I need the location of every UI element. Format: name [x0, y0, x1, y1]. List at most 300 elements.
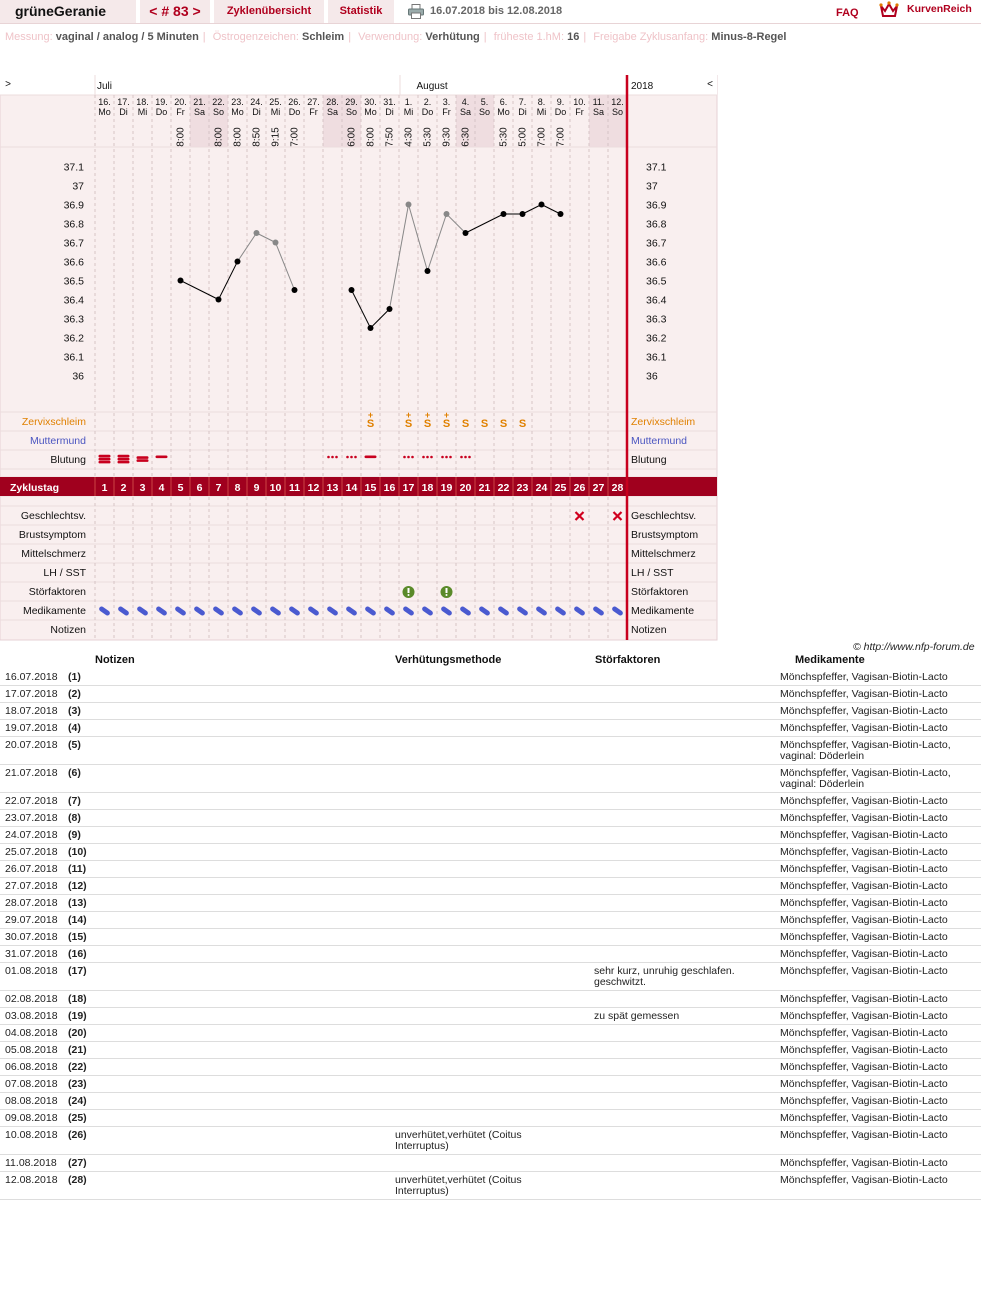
day-date: 26. — [288, 97, 301, 107]
row-disturbance: sehr kurz, unruhig geschlafen. geschwitzt. — [594, 965, 735, 988]
row-date: 26.07.2018 — [5, 863, 58, 875]
table-row — [0, 1127, 981, 1155]
temperature-point — [254, 230, 260, 236]
row-label-right-midpain: Mittelschmerz — [631, 548, 696, 560]
day-weekday: Fr — [442, 107, 451, 117]
cycle-day-number: 8 — [234, 482, 241, 494]
cycle-day-number: 16 — [383, 482, 396, 494]
release-value: Minus-8-Regel — [711, 31, 787, 43]
measure-time: 8:00 — [365, 127, 377, 147]
temperature-point — [368, 325, 374, 331]
day-weekday: So — [478, 107, 491, 117]
row-medication: Mönchspfeffer, Vagisan-Biotin-Lacto, vaginal: Döderlein — [780, 767, 951, 790]
day-weekday: Mi — [137, 107, 148, 117]
month-label: Juli — [97, 81, 113, 92]
day-date: 6. — [499, 97, 508, 107]
row-label-right-bleeding: Blutung — [631, 454, 667, 466]
y-tick-label: 36.1 — [63, 351, 84, 364]
row-date: 23.07.2018 — [5, 812, 58, 824]
nav-next-button[interactable]: < — [707, 79, 713, 90]
disturbance-dot — [446, 594, 448, 596]
cervix-symbol: S — [461, 418, 470, 430]
row-cycle-day: (19) — [68, 1010, 87, 1022]
row-medication: Mönchspfeffer, Vagisan-Biotin-Lacto — [780, 948, 948, 960]
bleeding-spot — [430, 456, 433, 459]
row-cycle-day: (13) — [68, 897, 87, 909]
table-row — [0, 844, 981, 861]
measure-time: 4:30 — [403, 127, 415, 147]
table-row — [0, 1076, 981, 1093]
day-date: 25. — [269, 97, 282, 107]
cycle-day-number: 25 — [554, 482, 567, 494]
row-medication: Mönchspfeffer, Vagisan-Biotin-Lacto, vaginal: Döderlein — [780, 739, 951, 762]
day-date: 28. — [326, 97, 339, 107]
day-date: 19. — [155, 97, 168, 107]
row-date: 09.08.2018 — [5, 1112, 58, 1124]
cervix-symbol: S — [423, 418, 432, 430]
row-medication: Mönchspfeffer, Vagisan-Biotin-Lacto — [780, 1157, 948, 1169]
day-weekday: Mi — [403, 107, 414, 117]
separator: | — [202, 31, 206, 43]
temperature-point — [387, 306, 393, 312]
y-tick-label: 37.1 — [63, 161, 84, 174]
day-date: 11. — [592, 97, 605, 107]
row-medication: Mönchspfeffer, Vagisan-Biotin-Lacto — [780, 705, 948, 717]
printer-icon[interactable] — [408, 4, 424, 19]
temperature-point — [273, 240, 279, 246]
y-tick-label: 36.5 — [63, 275, 84, 288]
row-cycle-day: (3) — [68, 705, 81, 717]
cycle-day-number: 26 — [573, 482, 586, 494]
day-date: 3. — [442, 97, 451, 107]
day-weekday: Fr — [575, 107, 584, 117]
copyright: © http://www.nfp-forum.de — [853, 641, 975, 653]
method-header: Verhütungsmethode — [395, 654, 502, 666]
day-weekday: Do — [155, 107, 168, 117]
day-date: 17. — [117, 97, 130, 107]
row-cycle-day: (23) — [68, 1078, 87, 1090]
cycle-day-number: 1 — [101, 482, 108, 494]
day-date: 21. — [193, 97, 206, 107]
separator: | — [348, 31, 352, 43]
meds-header: Medikamente — [795, 654, 865, 666]
cervix-symbol: S — [404, 418, 413, 430]
table-row — [0, 1172, 981, 1200]
cycle-day-bar — [0, 477, 717, 496]
row-disturbance: zu spät gemessen — [594, 1010, 680, 1022]
bleeding-spot — [449, 456, 452, 459]
cycle-day-number: 12 — [307, 482, 320, 494]
day-date: 31. — [383, 97, 396, 107]
row-cycle-day: (16) — [68, 948, 87, 960]
row-label-meds: Medikamente — [22, 605, 86, 617]
row-cycle-day: (20) — [68, 1027, 87, 1039]
day-weekday: Do — [554, 107, 567, 117]
day-weekday: Mo — [98, 107, 111, 117]
row-date: 06.08.2018 — [5, 1061, 58, 1073]
bleeding-heavy — [99, 458, 111, 461]
row-date: 11.08.2018 — [5, 1157, 57, 1169]
cycle-day-label: Zyklustag — [10, 482, 60, 494]
y-tick-label: 36 — [72, 370, 84, 383]
cycle-day-number: 14 — [345, 482, 358, 494]
row-cycle-day: (7) — [68, 795, 81, 807]
year-label: 2018 — [631, 81, 654, 92]
row-date: 16.07.2018 — [5, 671, 58, 683]
measure-time: 5:30 — [422, 127, 434, 147]
row-cycle-day: (15) — [68, 931, 87, 943]
row-medication: Mönchspfeffer, Vagisan-Biotin-Lacto — [780, 993, 948, 1005]
row-medication: Mönchspfeffer, Vagisan-Biotin-Lacto — [780, 1061, 948, 1073]
row-date: 10.08.2018 — [5, 1129, 58, 1141]
y-tick-label: 36.4 — [63, 294, 84, 307]
cycle-day-number: 24 — [535, 482, 548, 494]
row-label-right-breast: Brustsymptom — [631, 529, 699, 541]
chart-background — [0, 75, 717, 640]
row-cycle-day: (21) — [68, 1044, 87, 1056]
row-cycle-day: (28) — [68, 1174, 87, 1186]
table-row — [0, 1059, 981, 1076]
row-cycle-day: (10) — [68, 846, 87, 858]
day-weekday: Mo — [497, 107, 510, 117]
notes-header: Notizen — [95, 654, 135, 666]
table-row — [0, 912, 981, 929]
row-date: 17.07.2018 — [5, 688, 58, 700]
bleeding-spot — [411, 456, 414, 459]
row-cycle-day: (22) — [68, 1061, 87, 1073]
bleeding-heavy — [118, 458, 130, 461]
month-label: August — [416, 81, 448, 92]
row-date: 22.07.2018 — [5, 795, 58, 807]
row-cycle-day: (1) — [68, 671, 81, 683]
table-row — [0, 1025, 981, 1042]
row-date: 03.08.2018 — [5, 1010, 58, 1022]
row-medication: Mönchspfeffer, Vagisan-Biotin-Lacto — [780, 1027, 948, 1039]
day-date: 12. — [611, 97, 624, 107]
row-medication: Mönchspfeffer, Vagisan-Biotin-Lacto — [780, 1095, 948, 1107]
row-label-right-notes: Notizen — [631, 624, 667, 636]
row-date: 04.08.2018 — [5, 1027, 58, 1039]
disturb-header: Störfaktoren — [595, 654, 661, 666]
temperature-point — [216, 297, 222, 303]
measure-time: 9:30 — [441, 127, 453, 147]
temperature-point — [520, 211, 526, 217]
cycle-info-bar — [5, 30, 786, 44]
cycle-navigator[interactable]: < # 83 > — [140, 0, 210, 23]
bleeding-spot — [354, 456, 357, 459]
measure-time: 7:50 — [384, 127, 396, 147]
cervix-plus: + — [405, 410, 412, 420]
measure-time: 5:30 — [498, 127, 510, 147]
use-value: Verhütung — [425, 31, 480, 43]
measure-label: Messung: — [5, 31, 53, 43]
day-weekday: Fr — [309, 107, 318, 117]
cycle-day-number: 23 — [516, 482, 529, 494]
day-date: 27. — [307, 97, 320, 107]
row-medication: Mönchspfeffer, Vagisan-Biotin-Lacto — [780, 795, 948, 807]
row-medication: Mönchspfeffer, Vagisan-Biotin-Lacto — [780, 1129, 948, 1141]
day-date: 1. — [404, 97, 413, 107]
row-label-right-cervix: Zervixschleim — [631, 416, 696, 428]
table-row — [0, 963, 981, 991]
cycle-day-number: 22 — [497, 482, 510, 494]
cycle-day-number: 21 — [478, 482, 491, 494]
table-row — [0, 1093, 981, 1110]
day-date: 20. — [174, 97, 187, 107]
cycle-day-number: 5 — [177, 482, 184, 494]
y-tick-label: 36.6 — [63, 256, 84, 269]
day-date: 23. — [231, 97, 244, 107]
y-tick-label: 36.3 — [63, 313, 84, 326]
row-label-mouth: Muttermund — [29, 435, 86, 447]
day-weekday: Mo — [231, 107, 244, 117]
table-row — [0, 1042, 981, 1059]
row-cycle-day: (11) — [68, 863, 87, 875]
cycle-day-number: 6 — [196, 482, 203, 494]
row-date: 12.08.2018 — [5, 1174, 58, 1186]
row-cycle-day: (27) — [68, 1157, 87, 1169]
table-row — [0, 991, 981, 1008]
y-tick-label-right: 37.1 — [646, 161, 667, 174]
day-date: 4. — [461, 97, 470, 107]
y-tick-label-right: 36.5 — [646, 275, 667, 288]
row-method: unverhütet,verhütet (Coitus Interruptus) — [395, 1129, 522, 1152]
bleeding-spot — [445, 456, 448, 459]
y-tick-label: 36.9 — [63, 199, 84, 212]
table-row — [0, 1155, 981, 1172]
temperature-point — [463, 230, 469, 236]
release-label: Freigabe Zyklusanfang: — [593, 31, 709, 43]
temperature-point — [235, 259, 241, 265]
y-tick-label-right: 36 — [646, 370, 658, 383]
measure-time: 6:30 — [460, 127, 472, 147]
bleeding-spot — [331, 456, 334, 459]
cervix-plus: + — [443, 410, 450, 420]
table-row — [0, 810, 981, 827]
measure-time: 7:00 — [555, 127, 567, 147]
row-label-notes: Notizen — [50, 624, 86, 636]
bleeding-spot — [468, 456, 471, 459]
y-tick-label-right: 36.6 — [646, 256, 667, 269]
bleeding-spot — [327, 456, 330, 459]
row-medication: Mönchspfeffer, Vagisan-Biotin-Lacto — [780, 1174, 948, 1186]
row-label-right-lh: LH / SST — [631, 567, 674, 579]
cycle-day-number: 28 — [611, 482, 624, 494]
row-medication: Mönchspfeffer, Vagisan-Biotin-Lacto — [780, 812, 948, 824]
y-tick-label: 36.7 — [63, 237, 84, 250]
cycle-day-number: 27 — [592, 482, 605, 494]
row-label-intercourse: Geschlechtsv. — [20, 510, 86, 522]
table-row — [0, 1008, 981, 1025]
cycle-day-number: 20 — [459, 482, 472, 494]
measure-time: 6:00 — [346, 127, 358, 147]
separator: | — [483, 31, 487, 43]
row-cycle-day: (24) — [68, 1095, 87, 1107]
row-date: 21.07.2018 — [5, 767, 58, 779]
bleeding-spot — [346, 456, 349, 459]
cycle-day-number: 11 — [288, 482, 301, 494]
measure-time: 7:00 — [289, 127, 301, 147]
y-tick-label-right: 36.9 — [646, 199, 667, 212]
table-row — [0, 669, 981, 686]
day-weekday: Sa — [193, 107, 206, 117]
cycle-day-number: 4 — [158, 482, 165, 494]
day-weekday: Di — [252, 107, 261, 117]
row-medication: Mönchspfeffer, Vagisan-Biotin-Lacto — [780, 863, 948, 875]
row-medication: Mönchspfeffer, Vagisan-Biotin-Lacto — [780, 1010, 948, 1022]
day-weekday: Mo — [364, 107, 377, 117]
day-date: 5. — [480, 97, 489, 107]
row-medication: Mönchspfeffer, Vagisan-Biotin-Lacto — [780, 722, 948, 734]
row-cycle-day: (8) — [68, 812, 81, 824]
row-label-right-mouth: Muttermund — [631, 435, 688, 447]
day-weekday: Sa — [459, 107, 472, 117]
row-medication: Mönchspfeffer, Vagisan-Biotin-Lacto — [780, 671, 948, 683]
day-weekday: So — [345, 107, 358, 117]
bleeding-spot — [426, 456, 429, 459]
y-tick-label: 36.2 — [63, 332, 84, 345]
measure-time: 5:00 — [517, 127, 529, 147]
row-cycle-day: (6) — [68, 767, 81, 779]
bleeding-spot — [407, 456, 410, 459]
table-row — [0, 827, 981, 844]
row-medication: Mönchspfeffer, Vagisan-Biotin-Lacto — [780, 829, 948, 841]
row-cycle-day: (12) — [68, 880, 87, 892]
y-tick-label-right: 36.8 — [646, 218, 667, 231]
measure-time: 8:00 — [175, 127, 187, 147]
day-date: 22. — [212, 97, 225, 107]
day-weekday: Di — [385, 107, 394, 117]
earliest-label: früheste 1.hM: — [493, 31, 565, 43]
faq-link[interactable]: FAQ — [836, 7, 859, 19]
row-cycle-day: (18) — [68, 993, 87, 1005]
nav-prev-button[interactable]: > — [5, 79, 11, 90]
row-medication: Mönchspfeffer, Vagisan-Biotin-Lacto — [780, 880, 948, 892]
statistics-link[interactable]: Statistik — [328, 0, 394, 23]
cycle-chart — [0, 75, 720, 641]
cycle-day-number: 18 — [421, 482, 434, 494]
bleeding-heavy — [99, 461, 111, 464]
table-row — [0, 946, 981, 963]
day-date: 9. — [556, 97, 565, 107]
row-date: 19.07.2018 — [5, 722, 58, 734]
day-weekday: Do — [421, 107, 434, 117]
y-tick-label: 36.8 — [63, 218, 84, 231]
disturbance-dot — [408, 594, 410, 596]
row-date: 02.08.2018 — [5, 993, 58, 1005]
bleeding-spot — [335, 456, 338, 459]
day-date: 2. — [423, 97, 432, 107]
row-label-disturb: Störfaktoren — [28, 586, 86, 598]
temperature-point — [292, 287, 298, 293]
row-date: 27.07.2018 — [5, 880, 58, 892]
estrogen-label: Östrogenzeichen: — [212, 31, 299, 43]
cycle-day-number: 3 — [139, 482, 146, 494]
disturbance-icon — [441, 586, 453, 598]
row-cycle-day: (2) — [68, 688, 81, 700]
row-cycle-day: (25) — [68, 1112, 87, 1124]
measure-time: 7:00 — [536, 127, 548, 147]
y-tick-label-right: 36.4 — [646, 294, 667, 307]
cycle-day-number: 19 — [440, 482, 453, 494]
crown-logo-icon[interactable] — [879, 1, 899, 19]
day-weekday: Fr — [176, 107, 185, 117]
row-cycle-day: (4) — [68, 722, 81, 734]
bleeding-heavy — [99, 455, 111, 458]
bleeding-spot — [460, 456, 463, 459]
row-label-right-intercourse: Geschlechtsv. — [631, 510, 697, 522]
row-date: 08.08.2018 — [5, 1095, 58, 1107]
cycle-day-number: 13 — [326, 482, 339, 494]
day-date: 8. — [537, 97, 546, 107]
row-medication: Mönchspfeffer, Vagisan-Biotin-Lacto — [780, 1078, 948, 1090]
cervix-plus: + — [367, 410, 374, 420]
username-label: grüneGeranie — [0, 0, 136, 23]
row-medication: Mönchspfeffer, Vagisan-Biotin-Lacto — [780, 914, 948, 926]
bleeding-spot — [403, 456, 406, 459]
brand-name[interactable]: KurvenReich — [907, 3, 972, 15]
measure-time: 8:00 — [232, 127, 244, 147]
row-label-breast: Brustsymptom — [18, 529, 86, 541]
cycle-day-number: 9 — [253, 482, 260, 494]
row-medication: Mönchspfeffer, Vagisan-Biotin-Lacto — [780, 688, 948, 700]
bleeding-medium — [137, 456, 149, 459]
table-row — [0, 793, 981, 810]
cervix-symbol: S — [480, 418, 489, 430]
top-bar — [0, 0, 981, 24]
y-tick-label-right: 36.7 — [646, 237, 667, 250]
cycle-day-number: 2 — [120, 482, 127, 494]
cervix-symbol: S — [366, 418, 375, 430]
bleeding-spot — [422, 456, 425, 459]
bleeding-light — [365, 456, 377, 459]
bleeding-heavy — [118, 455, 130, 458]
estrogen-value: Schleim — [302, 31, 345, 43]
measure-time: 9:15 — [270, 127, 282, 147]
day-date: 10. — [573, 97, 586, 107]
y-tick-label-right: 36.3 — [646, 313, 667, 326]
row-label-cervix: Zervixschleim — [21, 416, 86, 428]
table-row — [0, 765, 981, 793]
row-date: 28.07.2018 — [5, 897, 58, 909]
day-weekday: Do — [288, 107, 301, 117]
row-date: 31.07.2018 — [5, 948, 58, 960]
cycle-overview-link[interactable]: Zyklenübersicht — [214, 0, 324, 23]
row-date: 05.08.2018 — [5, 1044, 58, 1056]
bleeding-light — [156, 456, 168, 459]
row-medication: Mönchspfeffer, Vagisan-Biotin-Lacto — [780, 931, 948, 943]
row-medication: Mönchspfeffer, Vagisan-Biotin-Lacto — [780, 965, 948, 977]
temperature-point — [444, 211, 450, 217]
row-date: 29.07.2018 — [5, 914, 58, 926]
use-label: Verwendung: — [358, 31, 423, 43]
table-row — [0, 878, 981, 895]
cycle-day-number: 7 — [215, 482, 222, 494]
earliest-value: 16 — [567, 31, 580, 43]
table-row — [0, 686, 981, 703]
bleeding-heavy — [118, 461, 130, 464]
day-weekday: Di — [119, 107, 128, 117]
row-label-lh: LH / SST — [43, 567, 86, 579]
cycle-day-number: 15 — [364, 482, 377, 494]
date-range: 16.07.2018 bis 12.08.2018 — [430, 5, 563, 17]
y-tick-label-right: 36.2 — [646, 332, 667, 345]
disturbance-icon — [403, 586, 415, 598]
row-label-right-disturb: Störfaktoren — [631, 586, 689, 598]
row-label-midpain: Mittelschmerz — [21, 548, 86, 560]
table-row — [0, 929, 981, 946]
temperature-point — [178, 278, 184, 284]
